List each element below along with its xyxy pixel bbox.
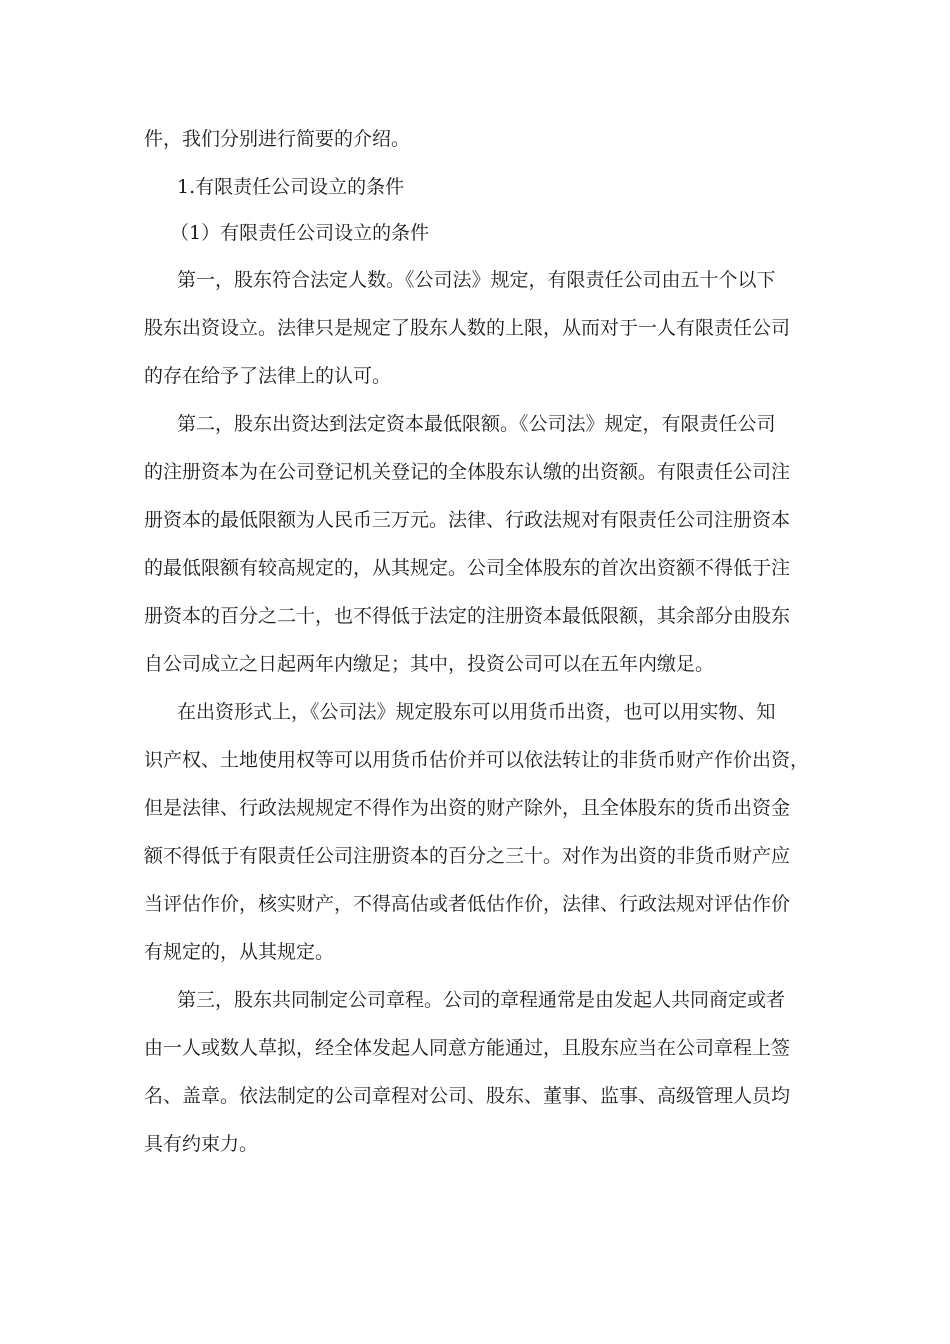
- text-line: 的存在给予了法律上的认可。: [144, 365, 392, 387]
- text-line: 额不得低于有限责任公司注册资本的百分之三十。对作为出资的非货币财产应: [144, 845, 791, 867]
- text-line: 第二，股东出资达到法定资本最低限额。《公司法》规定，有限责任公司: [177, 413, 776, 435]
- text-line: 名、盖章。依法制定的公司章程对公司、股东、董事、监事、高级管理人员均: [144, 1085, 791, 1107]
- subsection-heading: （1）有限责任公司设立的条件: [170, 222, 430, 244]
- text-line: 由一人或数人草拟，经全体发起人同意方能通过，且股东应当在公司章程上签: [144, 1037, 791, 1059]
- section-heading: 1.有限责任公司设立的条件: [177, 176, 405, 198]
- text-line: 的最低限额有较高规定的，从其规定。公司全体股东的首次出资额不得低于注: [144, 557, 791, 579]
- text-line: 在出资形式上，《公司法》规定股东可以用货币出资，也可以用实物、知: [177, 701, 776, 723]
- text-line: 股东出资设立。法律只是规定了股东人数的上限，从而对于一人有限责任公司: [144, 317, 791, 339]
- text-line: 识产权、土地使用权等可以用货币估价并可以依法转让的非货币财产作价出资，: [144, 749, 810, 771]
- text-line: 册资本的百分之二十，也不得低于法定的注册资本最低限额，其余部分由股东: [144, 605, 791, 627]
- text-line: 有规定的，从其规定。: [144, 941, 335, 963]
- text-line: 第一，股东符合法定人数。《公司法》规定，有限责任公司由五十个以下: [177, 269, 776, 291]
- text-line: 的注册资本为在公司登记机关登记的全体股东认缴的出资额。有限责任公司注: [144, 461, 791, 483]
- text-line: 自公司成立之日起两年内缴足；其中，投资公司可以在五年内缴足。: [144, 653, 715, 675]
- text-line: 第三，股东共同制定公司章程。公司的章程通常是由发起人共同商定或者: [177, 989, 786, 1011]
- text-line: 件，我们分别进行简要的介绍。: [144, 128, 411, 150]
- text-line: 当评估作价，核实财产，不得高估或者低估作价，法律、行政法规对评估作价: [144, 893, 791, 915]
- text-line: 册资本的最低限额为人民币三万元。法律、行政法规对有限责任公司注册资本: [144, 509, 791, 531]
- text-line: 具有约束力。: [144, 1133, 259, 1155]
- text-line: 但是法律、行政法规规定不得作为出资的财产除外，且全体股东的货币出资金: [144, 797, 791, 819]
